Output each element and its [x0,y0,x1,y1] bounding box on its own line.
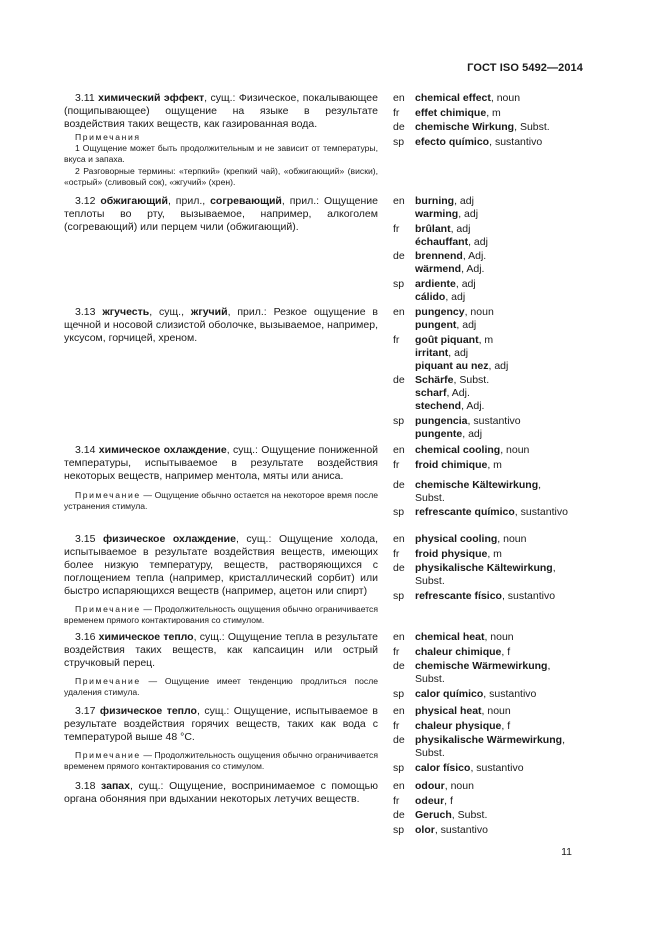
entry-number: 3.18 [75,780,96,792]
entry-term: химическое охлаждение [98,444,227,456]
entry-term: физическое тепло [99,705,197,717]
definition-text: Ощущение пониженной температуры, испытываемое в результате воздействия некоторых веществ, например ментола, мяты или аниса. [64,444,379,482]
lang-code: sp [393,277,405,290]
entry-equivalents: en physical cooling, noun fr froid physique, m de physikalische Kältewirkung, Subst. sp refrescante físico, sustantivo [393,533,556,602]
note: Примечание — Ощущение обычно остается на некоторое время после устранения стимула. [64,490,378,511]
entry-number: 3.17 [75,705,96,717]
entry-number: 3.14 [75,444,96,456]
definition-text: Ощущение, испытываемое в результате воздействия горячих веществ, таких как вода с температурой выше 48 °С. [64,705,378,743]
lang-code: sp [393,135,405,148]
lang-code: en [393,631,405,643]
entry-equivalents: en chemical effect, noun fr effet chimique, m de chemische Wirkung, Subst. sp efecto químico, sustantivo [393,92,550,148]
note: Примечание — Ощущение имеет тенденцию продлиться после удаления стимула. [64,676,378,697]
lang-code: de [393,660,405,672]
entry-term: физическое охлаждение [102,533,236,545]
entry-definition: 3.14 химическое охлаждение, сущ.: Ощущение пониженной температуры, испытываемое в результате воздействия некоторых веществ, например ментола, мяты или аниса. Примечание — Ощущение обычно остается на некоторое время после устранения стимула. [64,444,379,511]
entry-term: химическое тепло [98,631,194,643]
definition-text: Ощущение теплоты во рту, вызываемое, например, алкоголем (согревающий) или перцем чили (обжигающий). [64,195,379,233]
lang-code: fr [393,222,400,235]
lang-code: de [393,121,405,133]
entry-definition: 3.13 жгучесть, сущ., жгучий, прил.: Резкое ощущение в щечной и носовой слизистой оболочке, вызываемое, например, уксусом, горчицей, хреном. [64,306,378,344]
entry-number: 3.13 [75,306,96,318]
lang-code: fr [393,547,400,560]
entry-number: 3.15 [75,533,96,545]
entry-term-alt: жгучий [190,306,228,318]
entry-definition: 3.15 физическое охлаждение, сущ.: Ощущение холода, испытываемое в результате воздействия веществ, имеющих более низкую температуру, веществ, растворяющихся с поглощением тепла (например, кристаллический сорбит) или быстро испаряющихся веществ (например, ацетон или спирт) Примечание — Продолжительность ощущения обычно ограничивается временем прямого контактирования со стимулом. [64,533,378,625]
entry-definition: 3.16 химическое тепло, сущ.: Ощущение тепла в результате воздействия таких веществ, как капсаицин или острый стручковый перец. Примечание — Ощущение имеет тенденцию продлиться после удаления стимула. [64,631,378,697]
lang-code: en [393,92,405,104]
lang-code: en [393,533,405,545]
entry-definition: 3.12 обжигающий, прил., согревающий, прил.: Ощущение теплоты во рту, вызываемое, например, алкоголем (согревающий) или перцем чили (обжигающий). [64,195,379,233]
entry-term-alt: согревающий [210,195,282,207]
note-1: 1 Ощущение может быть продолжительным и не зависит от температуры, вкуса и запаха. [64,143,378,164]
lang-code: fr [393,333,400,346]
page-number: 11 [561,846,572,858]
entry-definition: 3.11 химический эффект, сущ.: Физическое, покалывающее (пощипывающее) ощущение на языке в результате воздействия таких веществ, как газированная вода. Примечания 1 Ощущение может быть продолжительным и не зависит от температуры, вкуса и запаха. 2 Разговорные термины: «терпкий» (крепкий чай), «обжигающий» (виски), «острый» (сливовый сок), «жгучий» (хрен). [64,92,378,187]
entry-equivalents: en burning, adj warming, adj fr brûlant, adj échauffant, adj de brennend, Adj. wärmend, Adj. sp ardiente, adj cálido, adj [393,195,488,303]
entry-number: 3.11 [75,92,95,104]
lang-code: fr [393,719,400,732]
entry-term: обжигающий [100,195,168,207]
entry-definition: 3.17 физическое тепло, сущ.: Ощущение, испытываемое в результате воздействия горячих веществ, таких как вода с температурой выше 48 °С. Примечание — Продолжительность ощущения обычно ограничивается временем прямого контактирования со стимулом. [64,705,378,771]
entry-equivalents: en chemical heat, noun fr chaleur chimique, f de chemische Wärmewirkung, Subst. sp calor químico, sustantivo [393,631,551,700]
lang-code: de [393,374,405,386]
entry-number: 3.12 [75,195,96,207]
lang-code: sp [393,761,405,774]
lang-code: en [393,195,405,207]
notes-heading: Примечания [75,132,141,142]
lang-code: en [393,306,405,318]
lang-code: de [393,478,405,491]
lang-code: de [393,562,405,574]
lang-code: sp [393,589,405,602]
entry-definition: 3.18 запах, сущ.: Ощущение, воспринимаемое с помощью органа обоняния при вдыхании некоторых летучих веществ. [64,780,378,805]
lang-code: en [393,705,405,717]
note: Примечание — Продолжительность ощущения обычно ограничивается временем прямого контактирования со стимулом. [64,750,378,771]
lang-code: en [393,444,405,456]
lang-code: fr [393,106,400,119]
lang-code: fr [393,794,400,807]
lang-code: sp [393,687,405,700]
lang-code: sp [393,823,405,836]
lang-code: de [393,734,405,746]
note: Примечание — Продолжительность ощущения обычно ограничивается временем прямого контактирования со стимулом. [64,604,378,625]
definition-text: Ощущение тепла в результате воздействия таких веществ, как капсаицин или острый стручковый перец. [64,631,378,669]
lang-code: de [393,250,405,262]
definition-text: Ощущение холода, испытываемое в результате воздействия веществ, имеющих более низкую температуру, веществ, растворяющихся с поглощением тепла (например, кристаллический сорбит) или быстро испаряющихся веществ (например, ацетон или спирт) [64,533,378,597]
entry-equivalents: en physical heat, noun fr chaleur physique, f de physikalische Wärmewirkung, Subst. sp calor físico, sustantivo [393,705,565,774]
lang-code: sp [393,414,405,427]
entry-number: 3.16 [75,631,96,643]
definition-text: Ощущение, воспринимаемое с помощью органа обоняния при вдыхании некоторых летучих веществ. [64,780,378,805]
lang-code: fr [393,645,400,658]
entry-term: химический эффект [98,92,205,104]
lang-code: en [393,780,405,792]
lang-code: fr [393,458,400,471]
entry-equivalents: en chemical cooling, noun fr froid chimique, m de chemische Kältewirkung, Subst. sp refrescante químico, sustantivo [393,444,568,518]
lang-code: de [393,809,405,821]
note-2: 2 Разговорные термины: «терпкий» (крепкий чай), «обжигающий» (виски), «острый» (сливовый сок), «жгучий» (хрен). [64,166,378,187]
document-code: ГОСТ ISO 5492—2014 [467,62,583,74]
entry-equivalents: en pungency, noun pungent, adj fr goût piquant, m irritant, adj piquant au nez, adj de Schärfe, Subst. scharf, Adj. stechend, Adj. sp pungencia, sustantivo pungente, adj [393,306,521,440]
entry-equivalents: en odour, noun fr odeur, f de Geruch, Subst. sp olor, sustantivo [393,780,488,836]
lang-code: sp [393,506,405,518]
definition-text: Физическое, покалывающее (пощипывающее) ощущение на языке в результате воздействия таких веществ, как газированная вода. [64,92,378,130]
entry-term: жгучесть [102,306,150,318]
definition-text: Резкое ощущение в щечной и носовой слизистой оболочке, вызываемое, например, уксусом, горчицей, хреном. [64,306,378,344]
entry-term: запах [101,780,130,792]
